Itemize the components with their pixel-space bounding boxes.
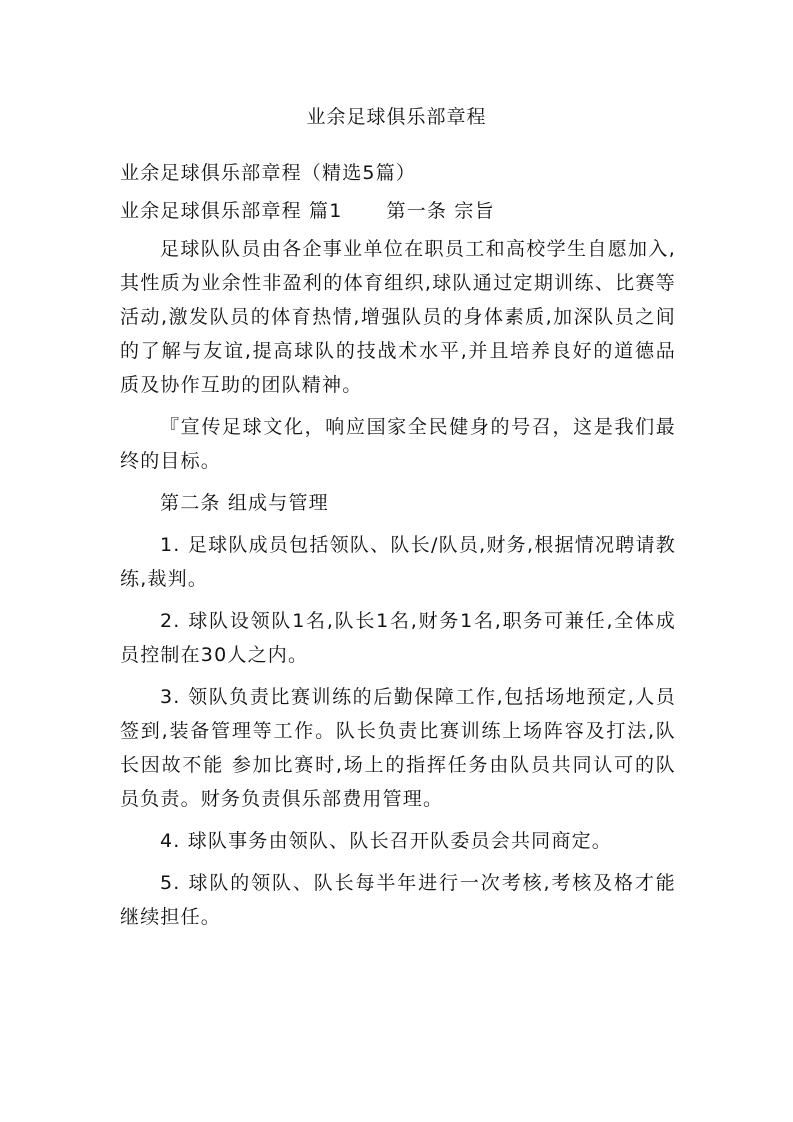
document-subtitle: 业余足球俱乐部章程（精选5篇）: [120, 162, 417, 184]
paragraph-purpose: 足球队队员由各企事业单位在职员工和高校学生自愿加入,其性质为业余性非盈利的体育组织,球队通过定期训练、比赛等活动,激发队员的体育热情,增强队员的身体素质,加深队员之间的了解与友谊,提高球队的技战术水平,并且培养良好的道德品质及协作互助的团队精神。: [120, 238, 676, 396]
section-heading-line: [120, 194, 676, 228]
clause-3: 3. 领队负责比赛训练的后勤保障工作,包括场地预定,人员签到,装备管理等工作。队长负责比赛训练上场阵容及打法,队长因故不能 参加比赛时,场上的指挥任务由队员共同认可的队员负责。财务负责俱乐部费用管理。: [120, 686, 676, 810]
clause-2: 2. 球队设领队1名,队长1名,财务1名,职务可兼任,全体成员控制在30人之内。: [120, 610, 676, 666]
article-2-heading: 第二条 组成与管理: [160, 492, 329, 514]
paragraph-goal: 『宣传足球文化，响应国家全民健身的号召，这是我们最终的目标。: [120, 416, 676, 472]
article-1-heading: 第一条 宗旨: [386, 200, 495, 222]
clause-4: 4. 球队事务由领队、队长召开队委员会共同商定。: [160, 830, 612, 852]
clause-5: 5. 球队的领队、队长每半年进行一次考核,考核及格才能继续担任。: [120, 872, 676, 928]
document-title: 业余足球俱乐部章程: [306, 106, 487, 128]
document-body: [120, 156, 676, 942]
section-heading: 业余足球俱乐部章程 篇1: [120, 200, 343, 222]
clause-1: 1. 足球队成员包括领队、队长/队员,财务,根据情况聘请教练,裁判。: [120, 534, 676, 590]
